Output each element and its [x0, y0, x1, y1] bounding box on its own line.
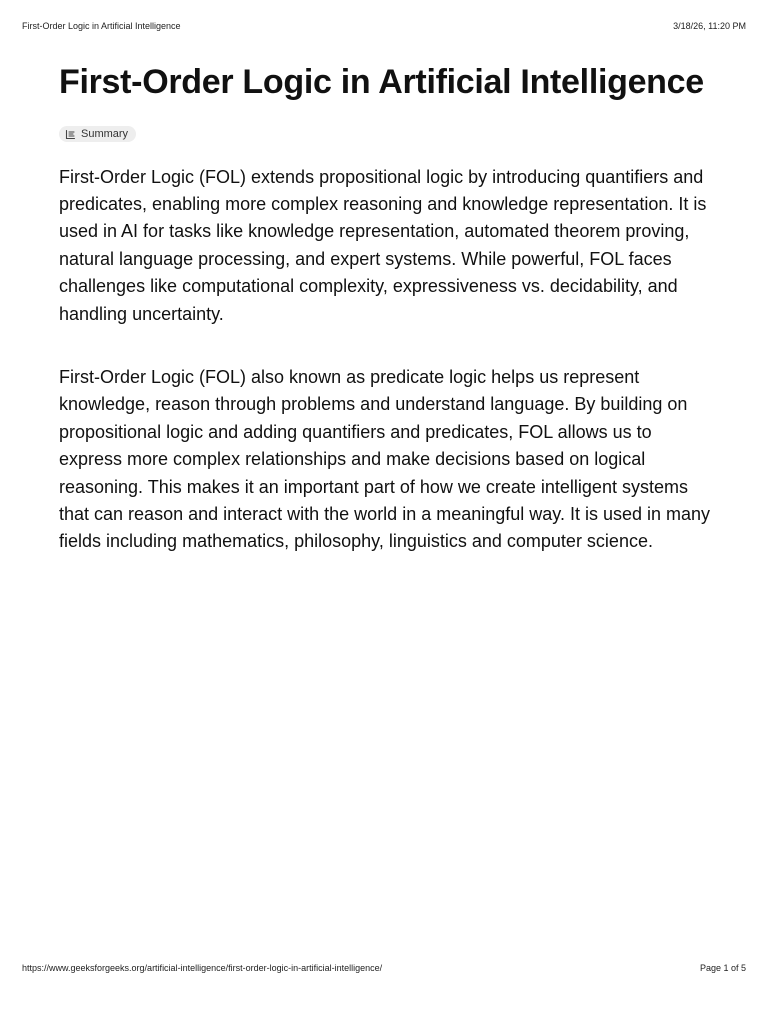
- article: [59, 60, 719, 556]
- print-header: [22, 19, 746, 33]
- print-header-datetime: 3/18/26, 11:20 PM: [673, 21, 746, 31]
- print-footer: [22, 961, 746, 975]
- print-header-title: First-Order Logic in Artificial Intelligence: [22, 21, 181, 31]
- page-title: First-Order Logic in Artificial Intelligence: [59, 63, 704, 101]
- article-paragraph: First-Order Logic (FOL) also known as predicate logic helps us represent knowledge, reason through problems and understand language. By building on propositional logic and adding quantifiers and predicates, FOL allows us to express more complex relationships and make decisions based on logical reasoning. This makes it an important part of how we create intelligent systems that can reason and interact with the world in a meaningful way. It is used in many fields including mathematics, philosophy, linguistics and computer science.: [59, 366, 711, 552]
- summary-label: Summary: [81, 128, 129, 140]
- print-footer-url: https://www.geeksforgeeks.org/artificial-intelligence/first-order-logic-in-artificial-intelligence/: [22, 963, 383, 973]
- article-paragraph: First-Order Logic (FOL) extends propositional logic by introducing quantifiers and predicates, enabling more complex reasoning and knowledge representation. It is used in AI for tasks like knowledge representation, automated theorem proving, natural language processing, and expert systems. While powerful, FOL faces challenges like computational complexity, expressiveness vs. decidability, and handling uncertainty.: [59, 166, 707, 324]
- summary-button[interactable]: [59, 126, 136, 142]
- summary-list-icon: [65, 129, 76, 140]
- page-indicator: Page 1 of 5: [699, 963, 746, 973]
